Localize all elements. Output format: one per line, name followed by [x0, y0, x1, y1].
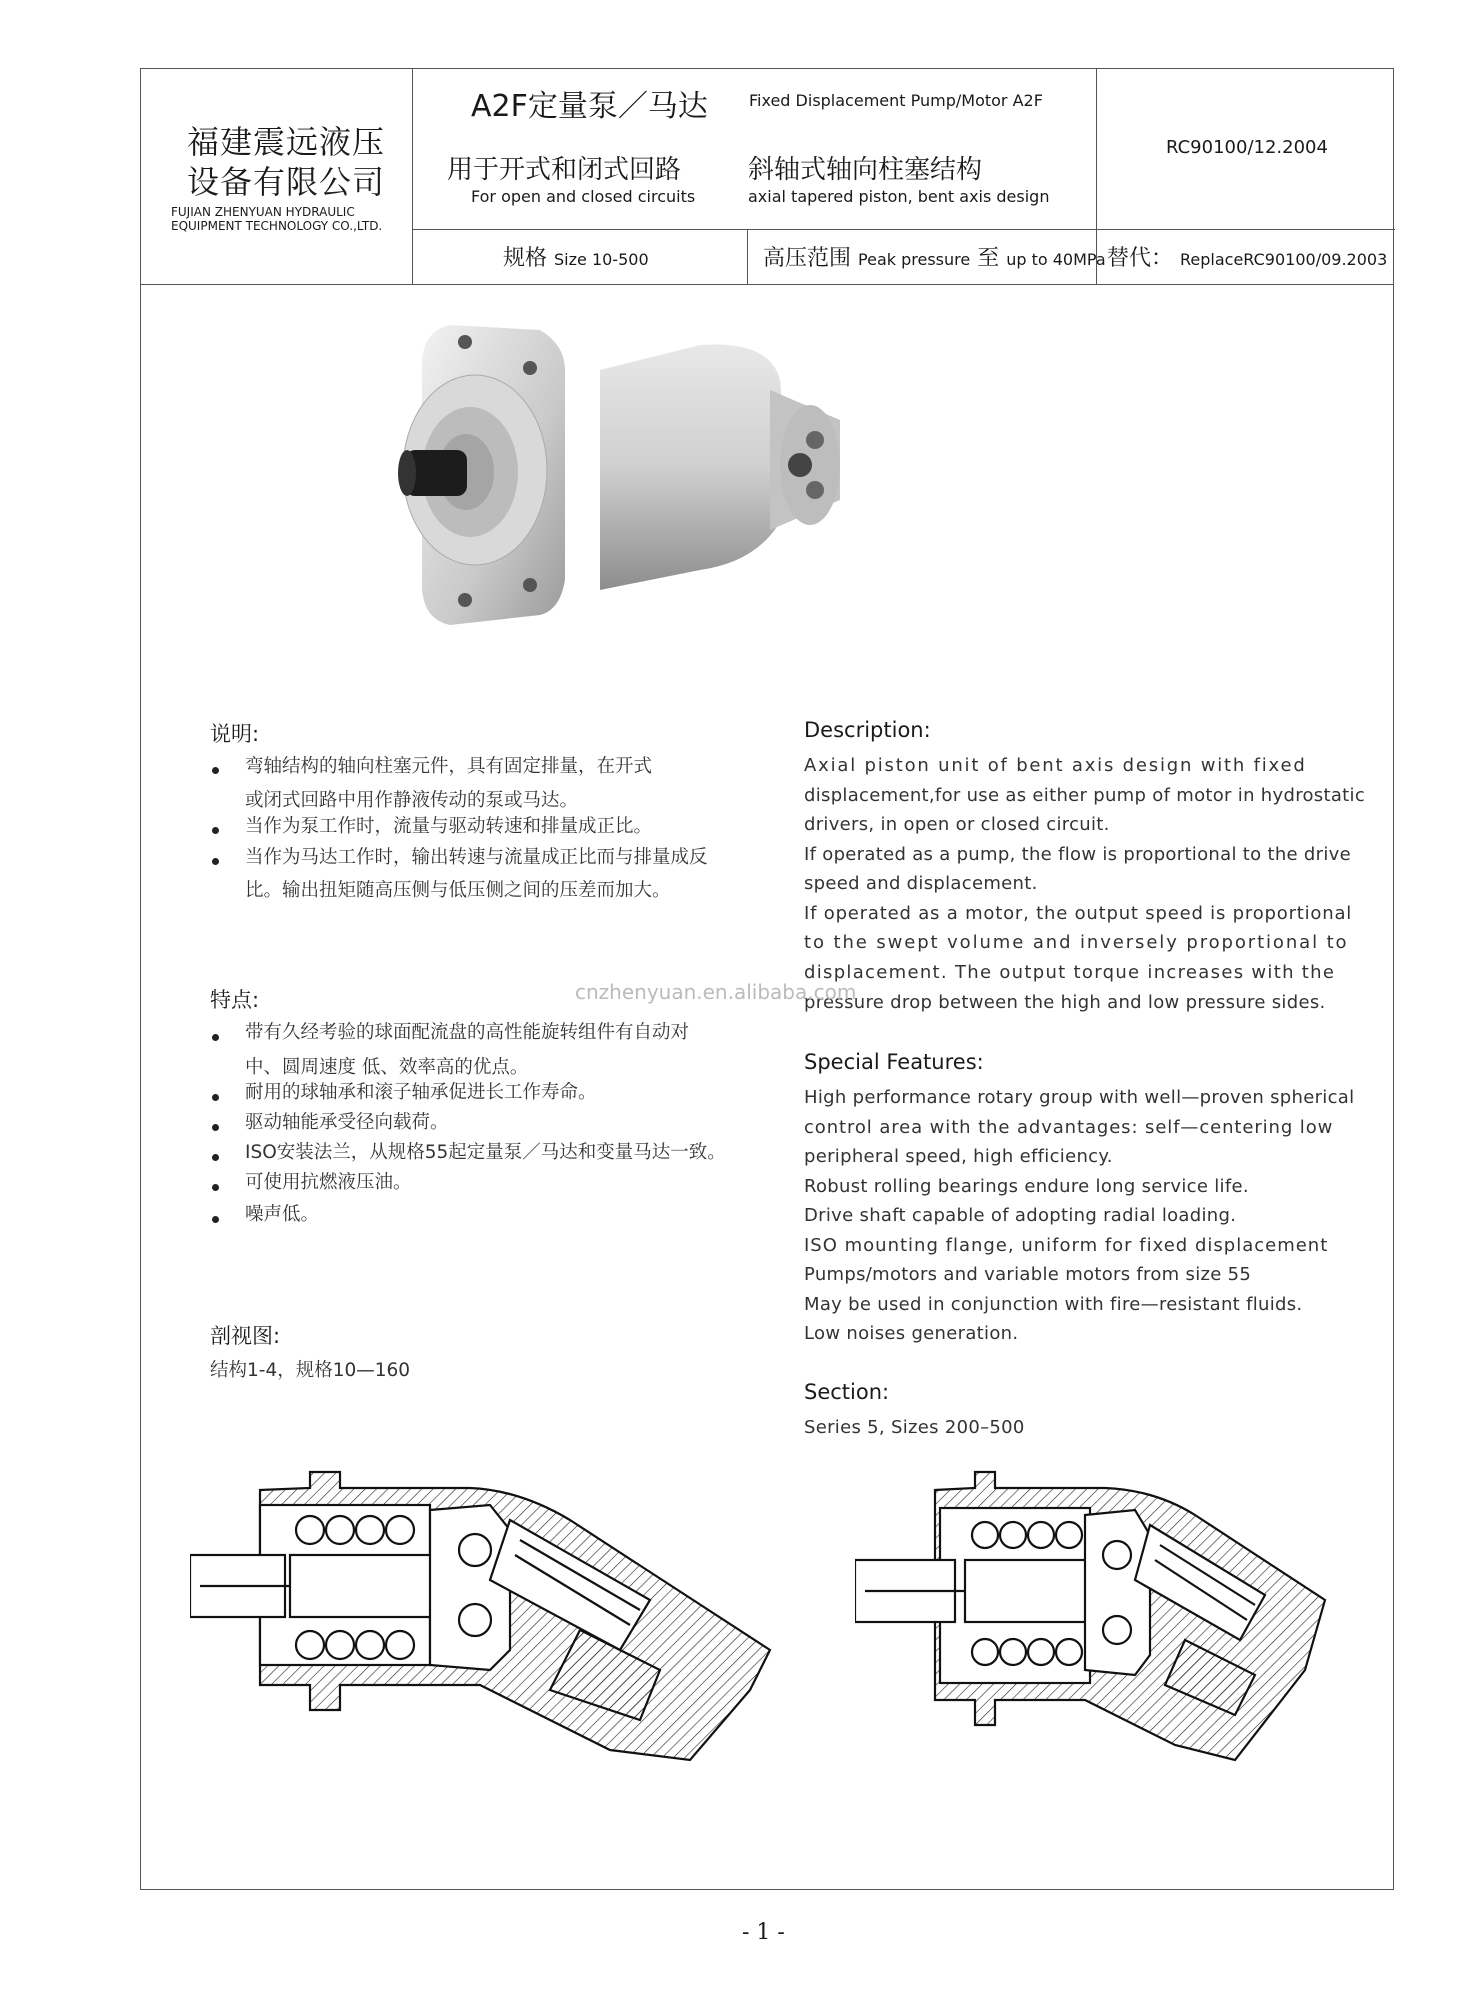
product-title-cn: A2F定量泵／马达 [471, 89, 708, 124]
section-heading-en: Section: [804, 1380, 890, 1404]
circuit-type-en: For open and closed circuits [471, 187, 696, 206]
description-line-en: If operated as a motor, the output speed is proportional [804, 903, 1353, 924]
circuit-type-cn: 用于开式和闭式回路 [447, 155, 682, 185]
header-divider [412, 229, 1395, 230]
section-drawing-right [855, 1460, 1335, 1780]
company-name-en: FUJIAN ZHENYUAN HYDRAULIC [171, 205, 355, 219]
design-type-cn: 斜轴式轴向柱塞结构 [748, 155, 983, 185]
description-line-en: to the swept volume and inversely proportional to [804, 932, 1349, 953]
feature-item-cn: ISO安装法兰，从规格55起定量泵／马达和变量马达一致。 [245, 1142, 726, 1163]
features-heading-en: Special Features: [804, 1050, 984, 1074]
feature-line-en: Pumps/motors and variable motors from size 55 [804, 1264, 1252, 1285]
size-range: 规格 Size 10-500 [503, 246, 649, 271]
peak-pressure: 高压范围 Peak pressure 至 up to 40MPa [763, 246, 1106, 271]
feature-line-en: May be used in conjunction with fire—resistant fluids. [804, 1294, 1303, 1315]
feature-line-en: peripheral speed, high efficiency. [804, 1146, 1113, 1167]
description-line-en: displacement. The output torque increases with the [804, 962, 1336, 983]
pump-photo [370, 300, 910, 660]
company-name-en: EQUIPMENT TECHNOLOGY CO.,LTD. [171, 219, 383, 233]
description-item-cn: 比。输出扭矩随高压侧与低压侧之间的压差而加大。 [245, 880, 671, 901]
feature-line-en: Drive shaft capable of adopting radial loading. [804, 1205, 1237, 1226]
header-divider [412, 69, 413, 284]
feature-line-en: control area with the advantages: self—centering low [804, 1117, 1334, 1138]
description-item-cn: 或闭式回路中用作静液传动的泵或马达。 [245, 790, 579, 811]
section-heading-cn: 剖视图: [210, 1324, 281, 1348]
product-title-en: Fixed Displacement Pump/Motor A2F [749, 91, 1043, 110]
design-type-en: axial tapered piston, bent axis design [748, 187, 1050, 206]
company-name-cn: 福建震远液压 [187, 123, 386, 161]
feature-item-cn: 带有久经考验的球面配流盘的高性能旋转组件有自动对 [245, 1022, 690, 1043]
description-line-en: speed and displacement. [804, 873, 1038, 894]
bullet [212, 1184, 219, 1191]
feature-item-cn: 耐用的球轴承和滚子轴承促进长工作寿命。 [245, 1082, 597, 1103]
feature-item-cn: 驱动轴能承受径向载荷。 [245, 1112, 449, 1133]
section-subtitle-en: Series 5, Sizes 200–500 [804, 1417, 1025, 1438]
feature-line-en: Low noises generation. [804, 1323, 1019, 1344]
description-item-cn: 当作为马达工作时，输出转速与流量成正比而与排量成反 [245, 847, 708, 868]
replacement-note: 替代： ReplaceRC90100/09.2003 [1107, 246, 1388, 271]
feature-item-cn: 可使用抗燃液压油。 [245, 1172, 412, 1193]
feature-line-en: ISO mounting flange, uniform for fixed displacement [804, 1235, 1329, 1256]
description-line-en: drivers, in open or closed circuit. [804, 814, 1110, 835]
description-line-en: Axial piston unit of bent axis design with fixed [804, 755, 1307, 776]
feature-item-cn: 中、圆周速度 低、效率高的优点。 [245, 1057, 529, 1078]
description-heading-en: Description: [804, 718, 931, 742]
description-line-en: displacement,for use as either pump of motor in hydrostatic [804, 785, 1366, 806]
description-heading-cn: 说明: [210, 722, 260, 746]
feature-line-en: High performance rotary group with well—proven spherical [804, 1087, 1355, 1108]
header-divider [747, 229, 748, 284]
bullet [212, 1124, 219, 1131]
description-line-en: pressure drop between the high and low pressure sides. [804, 992, 1326, 1013]
section-subtitle-cn: 结构1-4，规格10—160 [210, 1360, 411, 1381]
bullet [212, 1154, 219, 1161]
bullet [212, 858, 219, 865]
features-heading-cn: 特点: [210, 988, 260, 1012]
watermark: cnzhenyuan.en.alibaba.com [575, 980, 857, 1004]
page-number: - 1 - [742, 1920, 785, 1945]
bullet [212, 767, 219, 774]
description-line-en: If operated as a pump, the flow is proportional to the drive [804, 844, 1351, 865]
feature-item-cn: 噪声低。 [245, 1204, 320, 1225]
bullet [212, 827, 219, 834]
header-divider [141, 284, 1393, 285]
document-number: RC90100/12.2004 [1166, 137, 1328, 158]
company-name-cn: 设备有限公司 [187, 163, 386, 201]
feature-line-en: Robust rolling bearings endure long service life. [804, 1176, 1249, 1197]
description-item-cn: 当作为泵工作时，流量与驱动转速和排量成正比。 [245, 816, 653, 837]
description-item-cn: 弯轴结构的轴向柱塞元件，具有固定排量，在开式 [245, 756, 653, 777]
bullet [212, 1094, 219, 1101]
bullet [212, 1216, 219, 1223]
section-drawing-left [190, 1460, 790, 1780]
bullet [212, 1034, 219, 1041]
